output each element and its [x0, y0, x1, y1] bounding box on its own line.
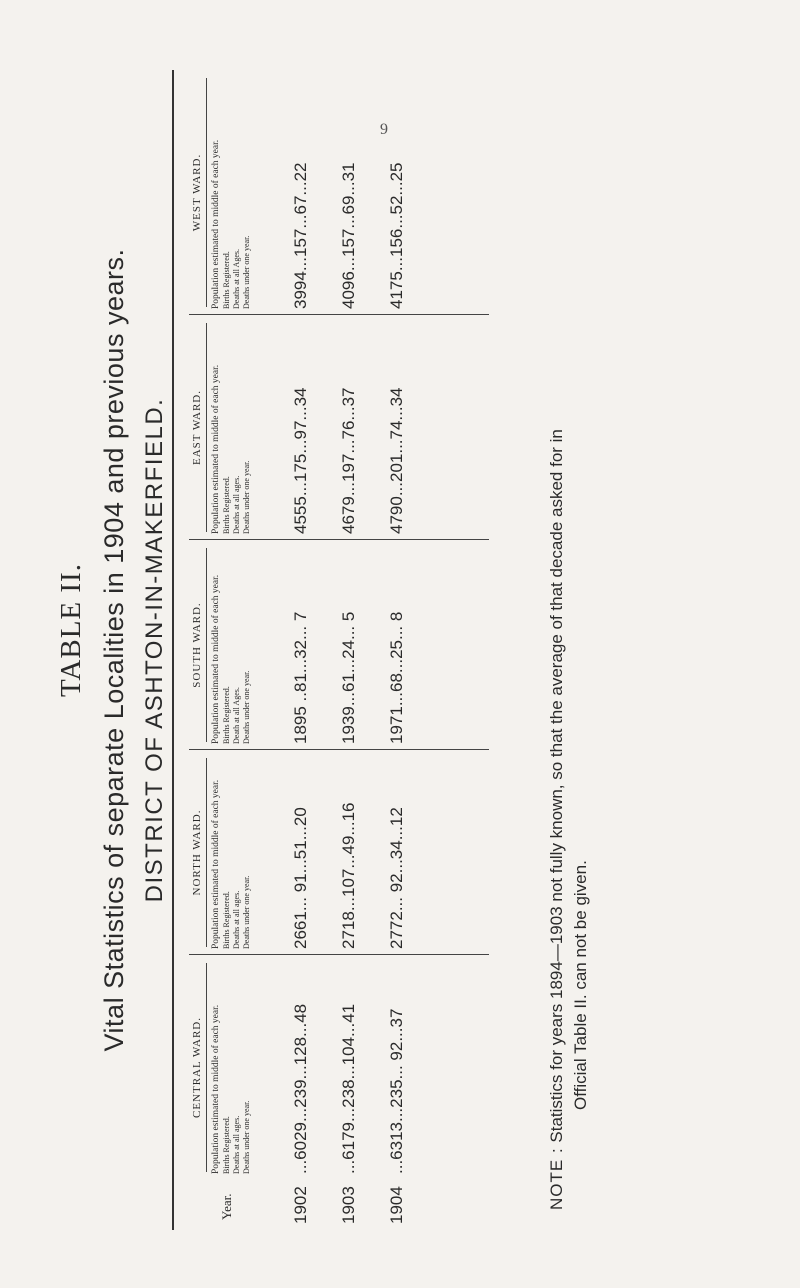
- table-row: 4679...197...76...37: [339, 387, 358, 534]
- table-row: 2772... 92...34...12: [387, 807, 406, 949]
- ward-north: [189, 749, 489, 955]
- column-headers: [211, 955, 251, 1180]
- column-header: Deaths under one year.: [242, 875, 251, 949]
- column-header: Deaths at all ages.: [232, 890, 241, 949]
- column-headers: [211, 315, 251, 540]
- statistics-table: [189, 50, 489, 1230]
- page-number: 9: [380, 121, 388, 138]
- column-header: Deaths at all ages.: [232, 1115, 241, 1174]
- column-header: Death at all Ages.: [232, 687, 241, 744]
- table-row: 2661... 91...51...20: [291, 807, 310, 949]
- column-header: Deaths under one year.: [242, 460, 251, 534]
- note-label: NOTE :: [547, 1147, 566, 1210]
- table-row: ...6179...238...104...41: [339, 1003, 358, 1174]
- column-header: Deaths at all ages.: [232, 475, 241, 534]
- ward-name: EAST WARD.: [191, 390, 203, 465]
- table-row: 4790...201...74...34: [387, 387, 406, 534]
- column-header: Deaths under one year.: [242, 235, 251, 309]
- column-headers: [211, 750, 251, 955]
- year-cell: 1904: [387, 1186, 406, 1224]
- column-header: Deaths under one year.: [242, 1100, 251, 1174]
- ward-south: [189, 539, 489, 750]
- ward-rule: [206, 78, 207, 307]
- footnote: [545, 60, 593, 1210]
- ward-name: WEST WARD.: [191, 153, 203, 232]
- table-row: 1895 ..81...32... 7: [291, 611, 310, 744]
- column-header: Births Registered.: [222, 1116, 231, 1174]
- column-header: Births Registered.: [222, 476, 231, 534]
- column-header: Births Registered.: [222, 251, 231, 309]
- table-row: 4096...157...69...31: [339, 162, 358, 309]
- year-cell: 1902: [291, 1186, 310, 1224]
- column-header: Population estimated to middle of each year.: [211, 1004, 221, 1174]
- ward-east: [189, 314, 489, 540]
- table-row: ...6029...239...128...48: [291, 1003, 310, 1174]
- ward-name: SOUTH WARD.: [191, 602, 203, 688]
- table-row: 4555...175...97...34: [291, 387, 310, 534]
- note-line-2: Official Table II. can not be given.: [571, 860, 590, 1110]
- column-header: Population estimated to middle of each year.: [211, 139, 221, 309]
- table-title: Vital Statistics of separate Localities in 1904 and previous years.: [99, 248, 129, 1052]
- district-title: DISTRICT OF ASHTON-IN-MAKERFIELD.: [141, 70, 174, 1230]
- ward-west: [189, 70, 489, 315]
- ward-rule: [206, 963, 207, 1172]
- column-header: Population estimated to middle of each year.: [211, 779, 221, 949]
- column-headers: [211, 540, 251, 750]
- column-header: Births Registered.: [222, 686, 231, 744]
- column-header: Births Registered.: [222, 891, 231, 949]
- year-cell: 1903: [339, 1186, 358, 1224]
- year-header: Year.: [219, 1193, 234, 1220]
- column-header: Deaths under one year.: [242, 670, 251, 744]
- table-row: 2718...107...49...16: [339, 802, 358, 949]
- ward-rule: [206, 323, 207, 532]
- note-line-1: Statistics for years 1894—1903 not fully known, so that the average of that decade asked for in: [547, 429, 566, 1143]
- table-label: TABLE II.: [55, 563, 87, 697]
- ward-rule: [206, 548, 207, 742]
- table-row: 1971...68...25... 8: [387, 611, 406, 744]
- column-headers: [211, 70, 251, 315]
- table-row: 1939...61...24... 5: [339, 611, 358, 744]
- ward-name: NORTH WARD.: [191, 809, 203, 896]
- column-header: Deaths at all Ages.: [232, 249, 241, 309]
- rotated-table-page: [55, 30, 625, 1230]
- table-row: 3994...157...67...22: [291, 162, 310, 309]
- table-row: ...6313...235... 92...37: [387, 1008, 406, 1174]
- ward-name: CENTRAL WARD.: [191, 1017, 203, 1118]
- table-row: 4175...156...52...25: [387, 162, 406, 309]
- ward-rule: [206, 758, 207, 947]
- ward-central: [189, 954, 489, 1180]
- column-header: Population estimated to middle of each year.: [211, 574, 221, 744]
- column-header: Population estimated to middle of each year.: [211, 364, 221, 534]
